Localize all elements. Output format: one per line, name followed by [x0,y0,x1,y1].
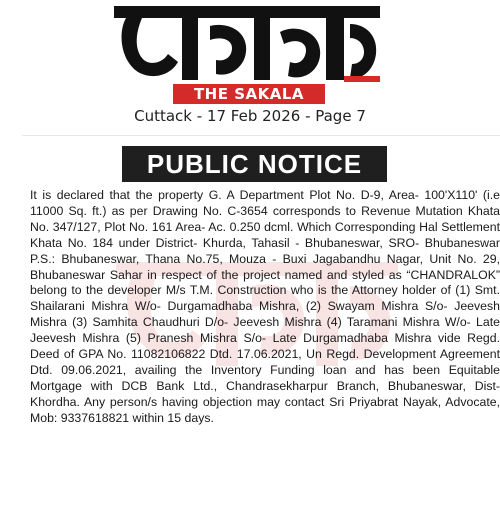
notice-body: It is declared that the property G. A Department Plot No. D-9, Area- 100'X110' (i.e 11000 Sq. ft.) as per Drawing No. C-3654 corresponds to Revenue Mutation Khata No. 347/127, Plot No. 161 Area- Ac. 0.250 dcml. Which Corresponding Hal Settlement Khata No. 184 under District- Khurda, Tahasil - Bhubaneswar, SRO- Bhubaneswar P.S.: Bhubaneswar, Thana No.75, Mouza - Buxi Jagabandhu Nagar, Unit No. 29, Bhubaneswar Sahar in respect of the project named and styled as “CHANDRALOK” belong to the developer M/s T.M. Construction who is the Attorney holder of (1) Smt. Shailarani Mishra W/o- Durgamadhaba Mishra, (2) Swayam Mishra S/o- Jeevesh Mishra (3) Samhita Chaudhuri D/o- Jeevesh Mishra (4) Taramani Mishra W/o- Late Jeevesh Mishra (5) Pranesh Mishra S/o- Late Durgamadhaba Mishra vide Regd. Deed of GPA No. 11082106822 Dtd. 17.06.2021, Un Regd. Development Agreement Dtd. 09.06.2021, availing the Inventory Funding loan and has been Equitable Mortgage with DCB Bank Ltd., Chandrasekharpur Branch, Bhubaneswar, Dist-Khordha. Any person/s having objection may contact Sri Priyabrat Nayak, Advocate, Mob: 9337618821 within 15 days. [30,188,500,425]
newspaper-logo [112,2,382,86]
notice-title: PUBLIC NOTICE [146,149,363,179]
notice-clipping [22,135,500,516]
brand-name: THE SAKALA [193,85,305,103]
masthead [0,0,500,130]
brand-band [173,84,325,104]
edition-line: Cuttack - 17 Feb 2026 - Page 7 [134,107,366,125]
notice-title-bar [22,146,477,182]
notice-title-badge [122,146,387,182]
